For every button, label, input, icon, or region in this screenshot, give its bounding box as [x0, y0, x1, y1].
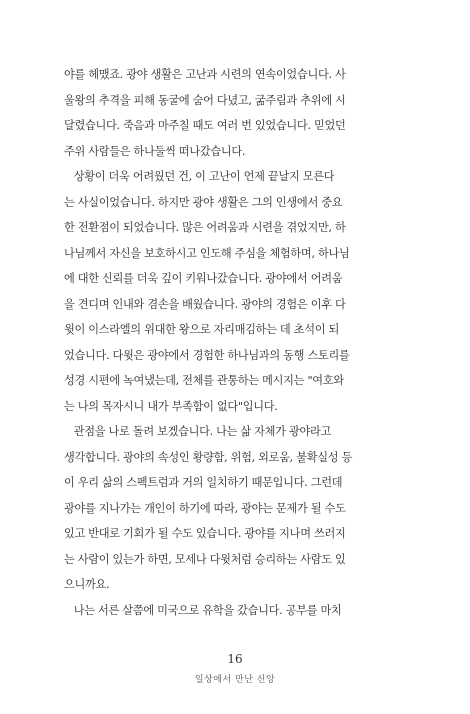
- text-line: 주위 사람들은 하나둘씩 떠나갔습니다.: [64, 144, 246, 158]
- text-line: 는 사실이었습니다. 하지만 광야 생활은 그의 인생에서 중요: [64, 195, 343, 209]
- text-line: 을 견디며 인내와 겸손을 배웠습니다. 광야의 경험은 이후 다: [64, 297, 346, 311]
- text-line: 는 사람이 있는가 하면, 모세나 다윗처럼 승리하는 사람도 있: [64, 552, 346, 566]
- text-line: 에 대한 신뢰를 더욱 깊이 키워나갔습니다. 광야에서 어려움: [64, 272, 343, 285]
- text-line: 으니까요.: [64, 578, 110, 591]
- text-line: 달렸습니다. 죽음과 마주칠 때도 여러 번 있었습니다. 믿었던: [64, 119, 346, 132]
- page-number: 16: [227, 652, 243, 666]
- text-line: 이 우리 삶의 스펙트럼과 거의 일치하기 때문입니다. 그런데: [64, 476, 343, 489]
- running-footer-title: 일상에서 만난 신앙: [194, 675, 276, 685]
- text-line: 윗이 이스라엘의 위대한 왕으로 자리매김하는 데 초석이 되: [64, 323, 339, 336]
- text-line: 관점을 나로 돌려 보겠습니다. 나는 삶 자체가 광야라고: [64, 425, 331, 438]
- body-text: [64, 62, 406, 623]
- text-line: 울왕의 추격을 피해 동굴에 숨어 다녔고, 굶주림과 추위에 시: [64, 93, 346, 107]
- text-line: 한 전환점이 되었습니다. 많은 어려움과 시련을 겪었지만, 하: [64, 221, 346, 234]
- text-line: 나님께서 자신을 보호하시고 인도해 주심을 체험하며, 하나님: [64, 246, 350, 260]
- text-line: 광야를 지나가는 개인이 하기에 따라, 광야는 문제가 될 수도: [64, 501, 346, 515]
- text-line: 생각합니다. 광야의 속성인 황량함, 위험, 외로움, 불확실성 등: [64, 450, 352, 464]
- text-line: 었습니다. 다윗은 광야에서 경험한 하나님과의 동행 스토리를: [64, 348, 350, 362]
- text-line: 는 나의 목자시니 내가 부족함이 없다"입니다.: [64, 399, 278, 413]
- text-line: 있고 반대로 기회가 될 수도 있습니다. 광야를 지나며 쓰러지: [64, 527, 346, 540]
- text-line: 성경 시편에 녹여냈는데, 전체를 관통하는 메시지는 "여호와: [64, 374, 344, 387]
- text-line: 나는 서른 살쯤에 미국으로 유학을 갔습니다. 공부를 마치: [64, 603, 342, 617]
- text-line: 상황이 더욱 어려웠던 건, 이 고난이 언제 끝날지 모른다: [64, 170, 335, 183]
- text-line: 야를 헤맸죠. 광야 생활은 고난과 시련의 연속이었습니다. 사: [64, 68, 346, 81]
